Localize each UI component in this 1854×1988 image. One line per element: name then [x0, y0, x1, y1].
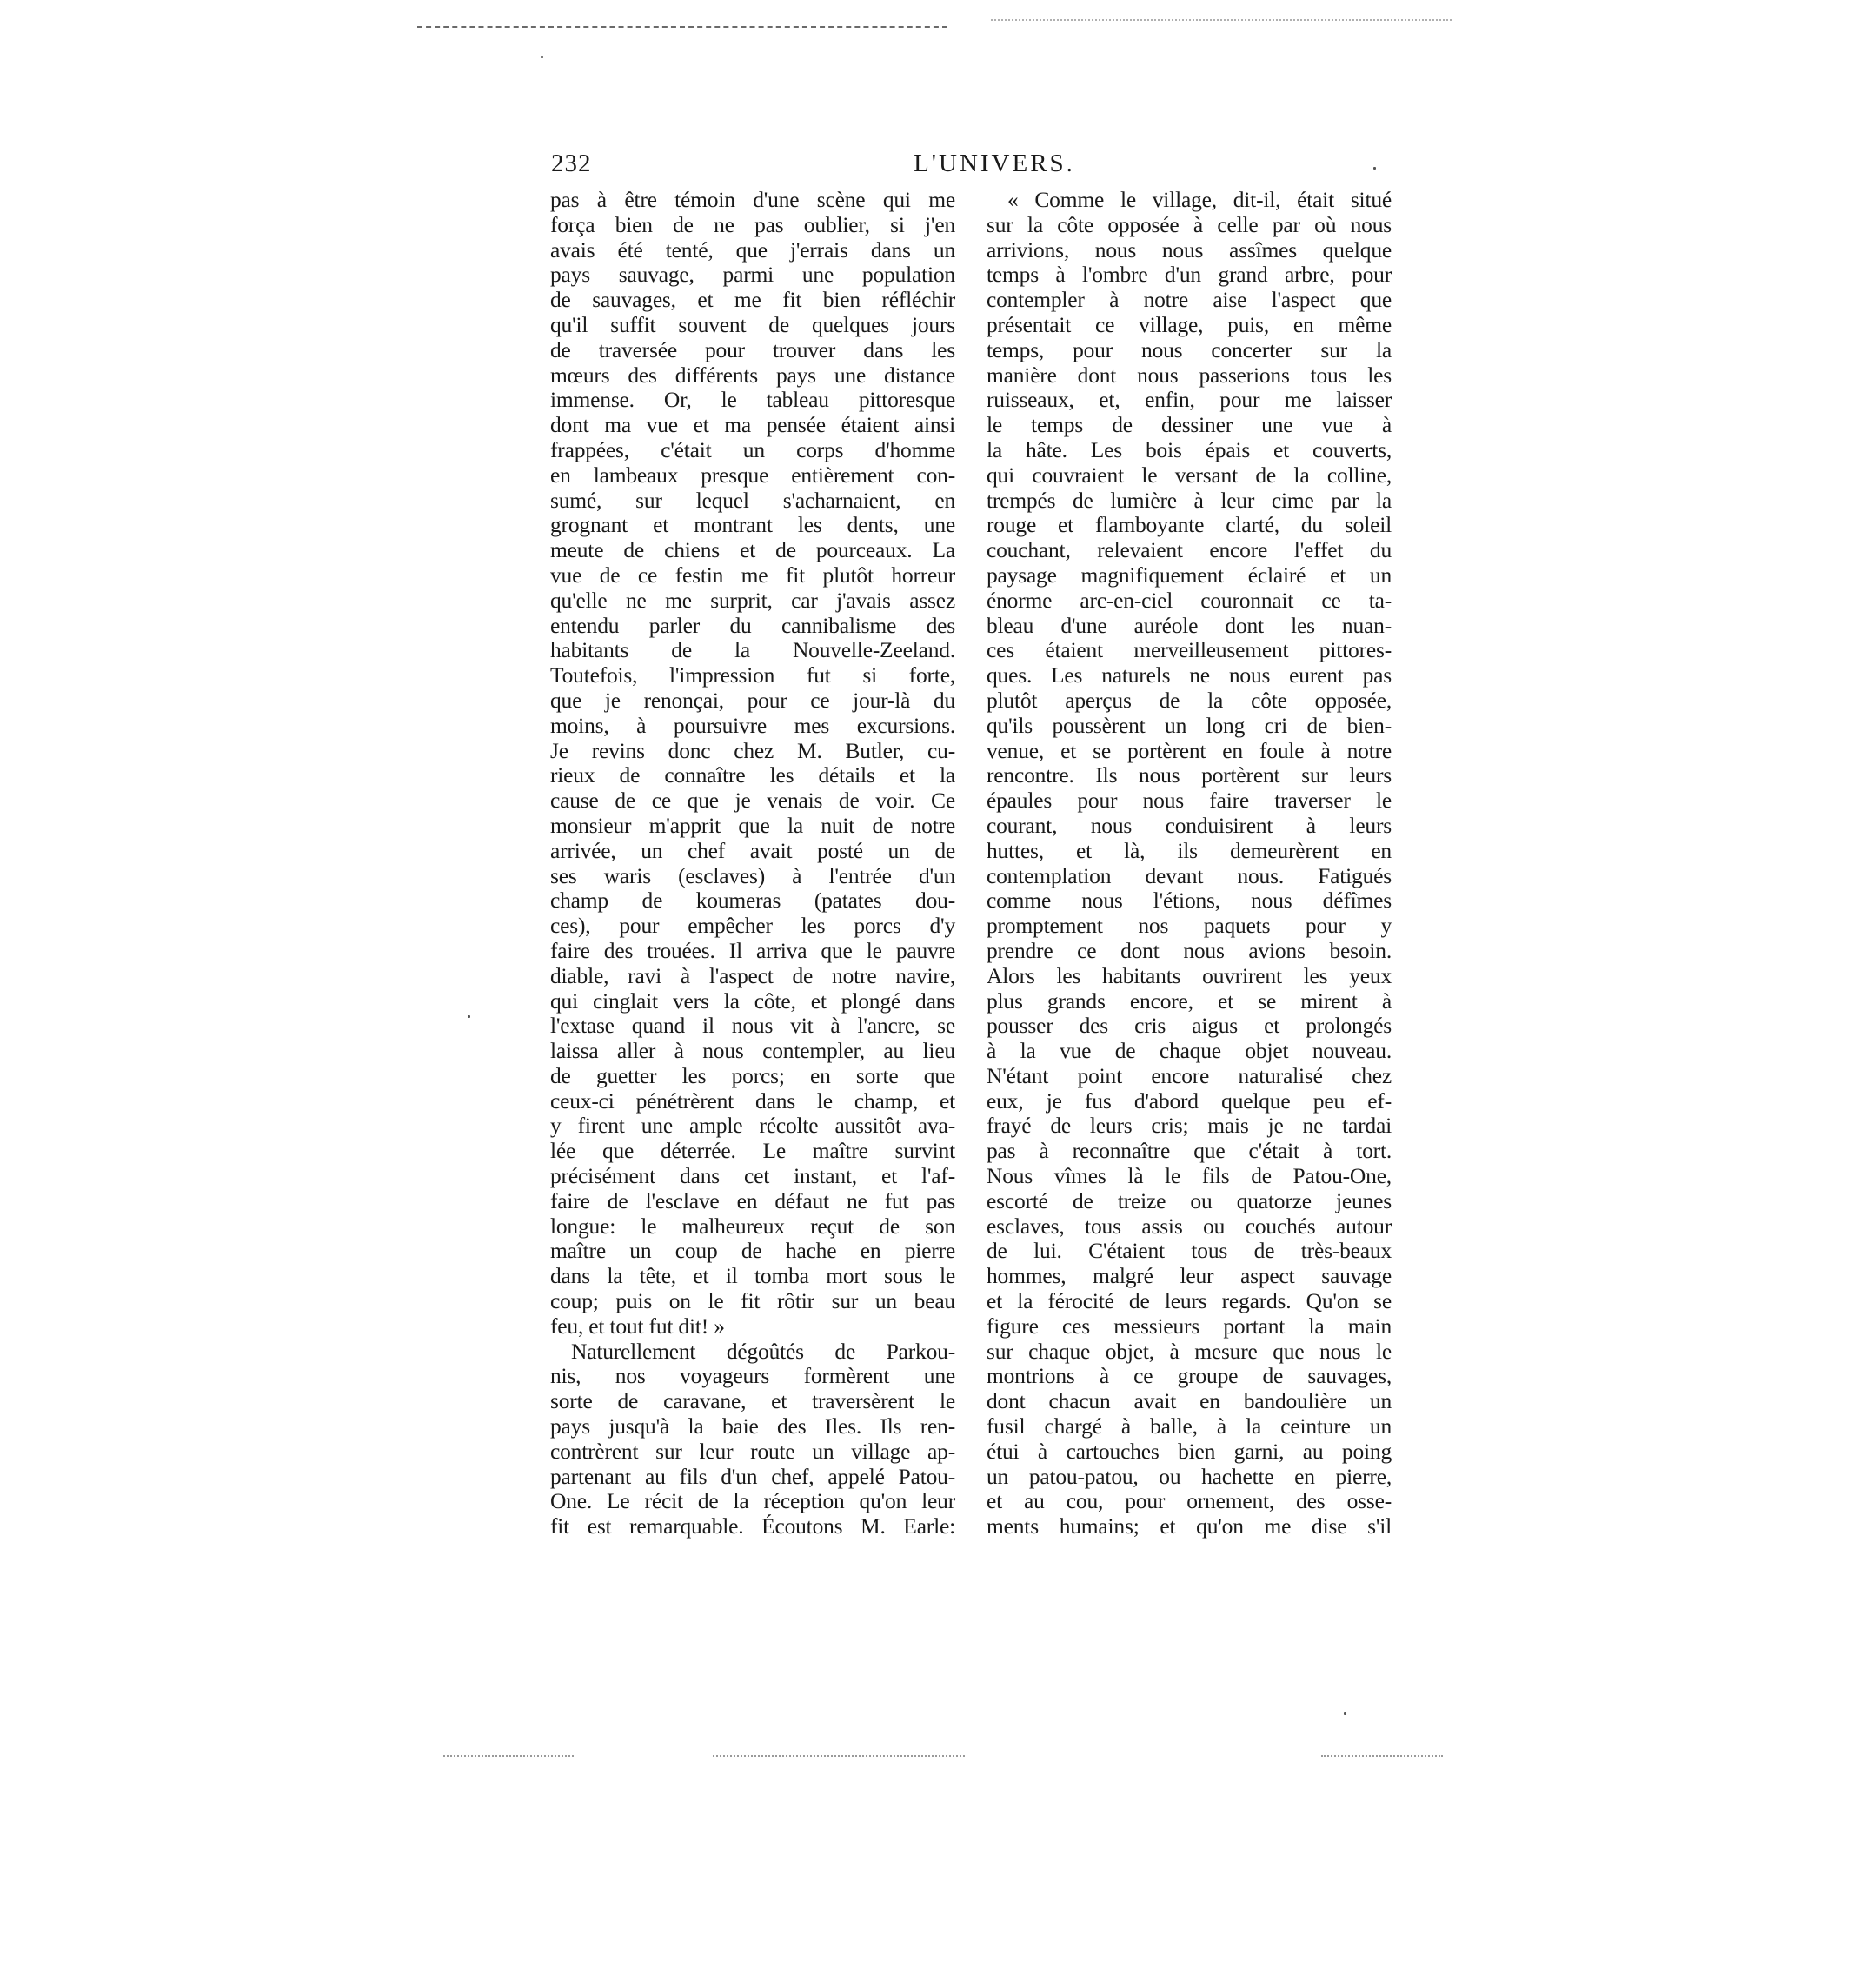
text-line: fit est remarquable. Écoutons M. Earle:	[550, 1513, 955, 1539]
text-line: qu'elle ne me surprit, car j'avais assez	[550, 587, 955, 613]
running-title: L'UNIVERS.	[914, 150, 1075, 177]
text-line: rieux de connaître les détails et la	[550, 762, 955, 788]
text-line: temps à l'ombre d'un grand arbre, pour	[987, 262, 1392, 288]
text-line: qu'ils poussèrent un long cri de bien-	[987, 712, 1392, 738]
text-line: qui cinglait vers la côte, et plongé dans	[550, 987, 955, 1014]
text-line: étui à cartouches bien garni, au poing	[987, 1438, 1392, 1464]
text-line: contrèrent sur leur route un village ap-	[550, 1438, 955, 1464]
text-line: frayé de leurs cris; mais je ne tardai	[987, 1113, 1392, 1139]
text-line: manière dont nous passerions tous les	[987, 362, 1392, 388]
text-column-right	[987, 188, 1392, 1539]
text-line: Nous vîmes là le fils de Patou-One,	[987, 1163, 1392, 1189]
text-line: présentait ce village, puis, en même	[987, 311, 1392, 337]
text-line: sur chaque objet, à mesure que nous le	[987, 1338, 1392, 1364]
text-line: champ de koumeras (patates dou-	[550, 888, 955, 914]
text-line: montrions à ce groupe de sauvages,	[987, 1363, 1392, 1389]
text-line: bleau d'une auréole dont les nuan-	[987, 612, 1392, 638]
text-line: mœurs des différents pays une distance	[550, 362, 955, 388]
scan-speck	[541, 56, 543, 58]
text-line: temps, pour nous concerter sur la	[987, 336, 1392, 362]
text-line: pas à reconnaître que c'était à tort.	[987, 1138, 1392, 1164]
text-line: pas à être témoin d'une scène qui me	[550, 187, 955, 212]
text-line: Naturellement dégoûtés de Parkou-	[571, 1338, 955, 1364]
text-line: de sauvages, et me fit bien réfléchir	[550, 287, 955, 313]
text-line: couchant, relevaient encore l'effet du	[987, 537, 1392, 563]
text-line: ceux-ci pénétrèrent dans le champ, et	[550, 1087, 955, 1114]
text-line: arrivée, un chef avait posté un de	[550, 837, 955, 863]
page-header	[551, 146, 1420, 181]
text-line: arrivions, nous nous assîmes quelque	[987, 236, 1392, 263]
text-line: plutôt aperçus de la côte opposée,	[987, 687, 1392, 713]
text-line: sur la côte opposée à celle par où nous	[987, 211, 1392, 237]
scan-bottom-rule	[1321, 1755, 1443, 1757]
text-line: ments humains; et qu'on me dise s'il	[987, 1513, 1392, 1539]
text-line: figure ces messieurs portant la main	[987, 1313, 1392, 1339]
text-line: huttes, et là, ils demeurèrent en	[987, 837, 1392, 863]
text-line: la hâte. Les bois épais et couverts,	[987, 436, 1392, 462]
text-line: cause de ce que je venais de voir. Ce	[550, 788, 955, 814]
text-line: y firent une ample récolte aussitôt ava-	[550, 1113, 955, 1139]
text-line: sorte de caravane, et traversèrent le	[550, 1388, 955, 1414]
scan-top-rule	[991, 19, 1452, 21]
scan-speck	[1344, 1712, 1346, 1715]
text-line: pays sauvage, parmi une population	[550, 262, 955, 288]
scan-speck	[468, 1015, 470, 1018]
text-line: N'étant point encore naturalisé chez	[987, 1062, 1392, 1088]
text-line: de lui. C'étaient tous de très-beaux	[987, 1238, 1392, 1264]
text-line: courant, nous conduisirent à leurs	[987, 812, 1392, 838]
text-line: Alors les habitants ouvrirent les yeux	[987, 962, 1392, 988]
text-line: avais été tenté, que j'errais dans un	[550, 236, 955, 263]
text-line: dans la tête, et il tomba mort sous le	[550, 1263, 955, 1289]
text-line: vue de ce festin me fit plutôt horreur	[550, 562, 955, 588]
text-line: faire des trouées. Il arriva que le pauvre	[550, 937, 955, 963]
text-line: moins, à poursuivre mes excursions.	[550, 712, 955, 738]
text-line: de guetter les porcs; en sorte que	[550, 1062, 955, 1088]
text-line: en lambeaux presque entièrement con-	[550, 462, 955, 488]
text-line: trempés de lumière à leur cime par la	[987, 487, 1392, 513]
text-line: venue, et se portèrent en foule à notre	[987, 737, 1392, 763]
text-line: partenant au fils d'un chef, appelé Patou-	[550, 1463, 955, 1489]
text-line: l'extase quand il nous vit à l'ancre, se	[550, 1013, 955, 1039]
text-column-left	[550, 188, 955, 1539]
text-line: fusil chargé à balle, à la ceinture un	[987, 1413, 1392, 1439]
text-line: nis, nos voyageurs formèrent une	[550, 1363, 955, 1389]
text-line: contempler à notre aise l'aspect que	[987, 287, 1392, 313]
text-line: énorme arc-en-ciel couronnait ce ta-	[987, 587, 1392, 613]
text-line: immense. Or, le tableau pittoresque	[550, 387, 955, 413]
text-line: comme nous l'étions, nous défîmes	[987, 888, 1392, 914]
text-line: meute de chiens et de pourceaux. La	[550, 537, 955, 563]
text-line: un patou-patou, ou hachette en pierre,	[987, 1463, 1392, 1489]
text-line: qu'il suffit souvent de quelques jours	[550, 311, 955, 337]
text-line: Je revins donc chez M. Butler, cu-	[550, 737, 955, 763]
text-line: et la férocité de leurs regards. Qu'on se	[987, 1288, 1392, 1314]
scan-bottom-rule	[443, 1755, 574, 1757]
text-line: paysage magnifiquement éclairé et un	[987, 562, 1392, 588]
text-line: et au cou, pour ornement, des osse-	[987, 1488, 1392, 1514]
text-line: ses waris (esclaves) à l'entrée d'un	[550, 862, 955, 888]
text-line: hommes, malgré leur aspect sauvage	[987, 1263, 1392, 1289]
text-line: ruisseaux, et, enfin, pour me laisser	[987, 387, 1392, 413]
text-line: de traversée pour trouver dans les	[550, 336, 955, 362]
text-line: pays jusqu'à la baie des Iles. Ils ren-	[550, 1413, 955, 1439]
text-line: escorté de treize ou quatorze jeunes	[987, 1187, 1392, 1213]
text-line: coup; puis on le fit rôtir sur un beau	[550, 1288, 955, 1314]
text-line: entendu parler du cannibalisme des	[550, 612, 955, 638]
scan-top-rule	[417, 26, 947, 28]
page-number: 232	[551, 150, 592, 177]
text-line: que je renonçai, pour ce jour-là du	[550, 687, 955, 713]
text-line: habitants de la Nouvelle-Zeeland.	[550, 637, 955, 663]
text-line: diable, ravi à l'aspect de notre navire,	[550, 962, 955, 988]
text-line: ces étaient merveilleusement pittores-	[987, 637, 1392, 663]
text-line: esclaves, tous assis ou couchés autour	[987, 1213, 1392, 1239]
scan-bottom-rule	[713, 1755, 965, 1757]
text-line: ces), pour empêcher les porcs d'y	[550, 913, 955, 939]
text-line: épaules pour nous faire traverser le	[987, 788, 1392, 814]
text-line: laissa aller à nous contempler, au lieu	[550, 1038, 955, 1064]
text-line: maître un coup de hache en pierre	[550, 1238, 955, 1264]
text-line: longue: le malheureux reçut de son	[550, 1213, 955, 1239]
text-line: rencontre. Ils nous portèrent sur leurs	[987, 762, 1392, 788]
text-line: ques. Les naturels ne nous eurent pas	[987, 662, 1392, 688]
text-line: contemplation devant nous. Fatigués	[987, 862, 1392, 888]
text-line: sumé, sur lequel s'acharnaient, en	[550, 487, 955, 513]
text-line: eux, je fus d'abord quelque peu ef-	[987, 1087, 1392, 1114]
text-line: le temps de dessiner une vue à	[987, 412, 1392, 438]
text-line: prendre ce dont nous avions besoin.	[987, 937, 1392, 963]
text-line: One. Le récit de la réception qu'on leur	[550, 1488, 955, 1514]
text-line: força bien de ne pas oublier, si j'en	[550, 211, 955, 237]
text-line: grognant et montrant les dents, une	[550, 512, 955, 538]
text-line: promptement nos paquets pour y	[987, 913, 1392, 939]
text-line: « Comme le village, dit-il, était situé	[1007, 187, 1392, 212]
text-line: faire de l'esclave en défaut ne fut pas	[550, 1187, 955, 1213]
text-line: lée que déterrée. Le maître survint	[550, 1138, 955, 1164]
text-line: feu, et tout fut dit! »	[550, 1313, 725, 1339]
text-line: pousser des cris aigus et prolongés	[987, 1013, 1392, 1039]
text-line: à la vue de chaque objet nouveau.	[987, 1038, 1392, 1064]
text-line: frappées, c'était un corps d'homme	[550, 436, 955, 462]
text-line: plus grands encore, et se mirent à	[987, 987, 1392, 1014]
text-line: dont ma vue et ma pensée étaient ainsi	[550, 412, 955, 438]
text-line: qui couvraient le versant de la colline,	[987, 462, 1392, 488]
text-line: monsieur m'apprit que la nuit de notre	[550, 812, 955, 838]
text-line: dont chacun avait en bandoulière un	[987, 1388, 1392, 1414]
text-line: Toutefois, l'impression fut si forte,	[550, 662, 955, 688]
text-line: rouge et flamboyante clarté, du soleil	[987, 512, 1392, 538]
text-line: précisément dans cet instant, et l'af-	[550, 1163, 955, 1189]
